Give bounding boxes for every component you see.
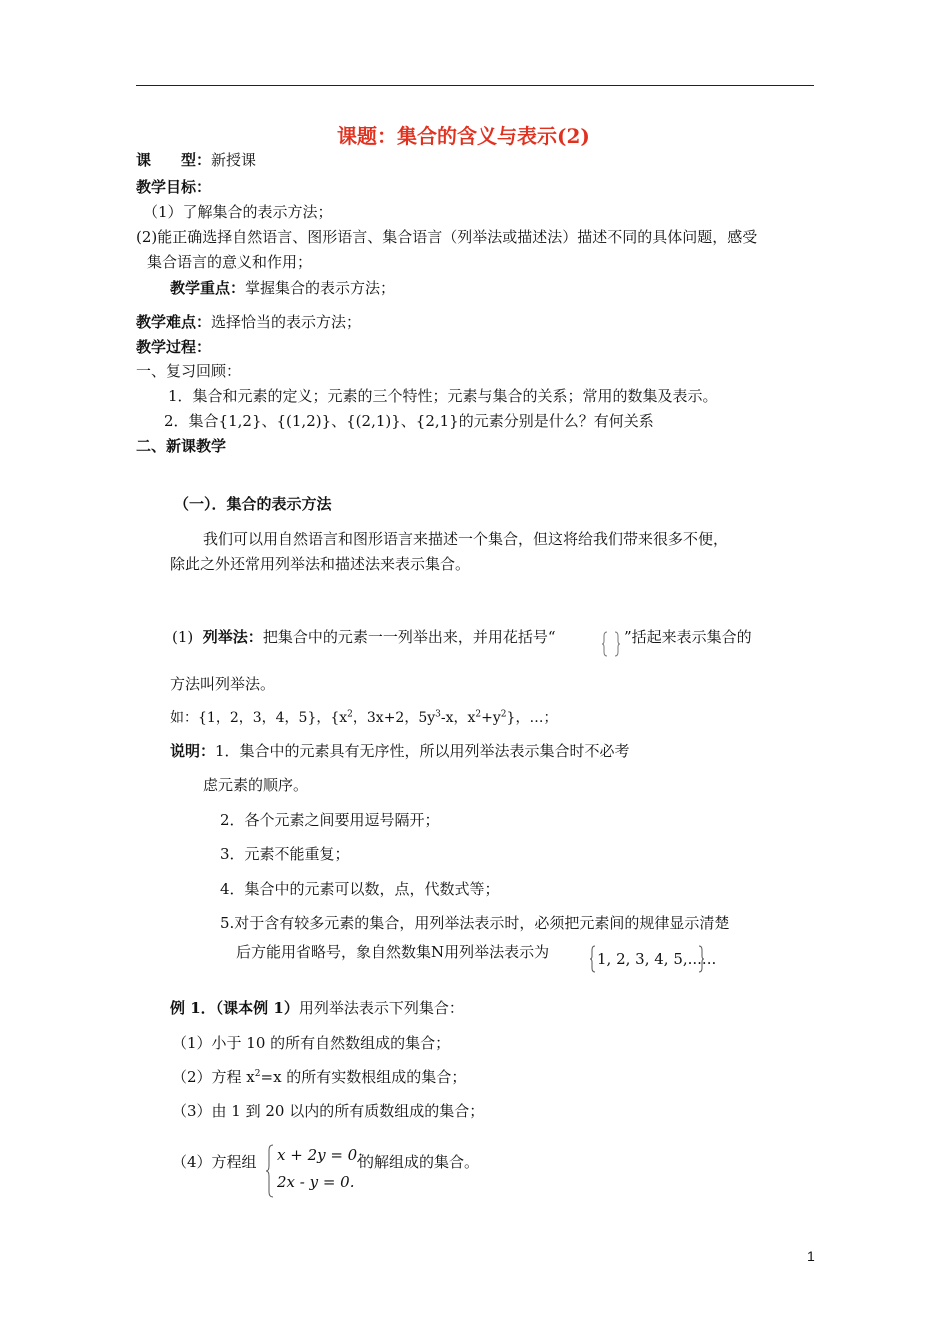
note-1: 1．集合中的元素具有无序性，所以用列举法表示集合时不必考 xyxy=(215,742,630,760)
header-rule xyxy=(136,85,814,86)
review-heading: 一、复习回顾： xyxy=(136,362,242,380)
example1-item-2-a: （2）方程 x xyxy=(172,1068,255,1086)
intro-line-1: 我们可以用自然语言和图形语言来描述一个集合，但这将给我们带来很多不便， xyxy=(203,530,729,548)
note-5-cont: 后方能用省略号，象自然数集N用列举法表示为 xyxy=(236,943,550,961)
example-sup-1: 2 xyxy=(347,709,353,720)
objective-2-line2: 集合语言的意义和作用； xyxy=(147,253,313,271)
difficulty-value: 选择恰当的表示方法； xyxy=(211,313,362,331)
new-lesson-heading: 二、新课教学 xyxy=(136,437,227,455)
example-part-3: -x，x xyxy=(440,710,476,726)
objective-1: （1）了解集合的表示方法； xyxy=(143,203,333,221)
example1-item-1: （1）小于 10 的所有自然数组成的集合； xyxy=(172,1034,451,1052)
note-1-cont: 虑元素的顺序。 xyxy=(203,776,309,794)
listing-method xyxy=(172,630,555,645)
listing-text-c: 方法叫列举法。 xyxy=(170,675,276,693)
objective-2-line1: (2)能正确选择自然语言、图形语言、集合语言（列举法或描述法）描述不同的具体问题，感受 xyxy=(136,228,758,246)
example-sup-3: 2 xyxy=(475,709,482,720)
example1-item-4-prefix: （4）方程组 xyxy=(172,1153,257,1171)
system-equation-1: x + 2y = 0; xyxy=(277,1146,363,1164)
example1-text: 用列举法表示下列集合： xyxy=(298,999,464,1017)
note-4: 4．集合中的元素可以数，点，代数式等； xyxy=(220,880,500,898)
system-brace-icon xyxy=(265,1144,275,1198)
listing-example xyxy=(170,711,557,725)
example-part-2: ，3x+2，5y xyxy=(352,710,436,726)
example1-item-3: （3）由 1 到 20 以内的所有质数组成的集合； xyxy=(172,1102,485,1120)
section1-heading: （一）．集合的表示方法 xyxy=(174,495,332,513)
objectives-label: 教学目标： xyxy=(136,178,212,196)
lesson-type-label: 课 型： xyxy=(136,151,212,169)
review-item-2: 2．集合{1,2}、{(1,2)}、{(2,1)}、{2,1}的元素分别是什么？有何关系 xyxy=(164,412,654,430)
listing-text-a: 把集合中的元素一一列举出来，并用花括号“ xyxy=(262,628,556,646)
listing-label: 列举法： xyxy=(202,628,263,646)
example-sup-2: 3 xyxy=(435,709,441,720)
example-part-4: +y xyxy=(481,710,501,726)
example1-label: 例 1．（课本例 1） xyxy=(170,999,299,1017)
difficulty xyxy=(136,315,361,330)
example-part-5: }，…； xyxy=(506,710,558,726)
difficulty-label: 教学难点： xyxy=(136,313,212,331)
example1-item-2-sup: 2 xyxy=(254,1069,261,1079)
note-3: 3．元素不能重复； xyxy=(220,845,350,863)
notes-line-1 xyxy=(170,744,630,759)
lesson-type xyxy=(136,153,256,168)
example1-heading xyxy=(170,1001,464,1016)
right-brace-icon xyxy=(697,945,705,973)
note-5: 5.对于含有较多元素的集合，用列举法表示时，必须把元素间的规律显示清楚 xyxy=(220,914,730,932)
example1-item-2 xyxy=(172,1070,466,1085)
example1-item-4-suffix: 的解组成的集合。 xyxy=(359,1153,480,1171)
example1-item-2-b: =x 的所有实数根组成的集合； xyxy=(260,1068,467,1086)
example-part-1: 如：{1，2，3，4，5}，{x xyxy=(170,710,348,726)
page-number: 1 xyxy=(807,1248,815,1264)
process-label: 教学过程： xyxy=(136,338,212,356)
lesson-type-value: 新授课 xyxy=(211,151,257,169)
intro-line-2: 除此之外还常用列举法和描述法来表示集合。 xyxy=(170,555,471,573)
listing-num: (1) xyxy=(172,628,194,646)
listing-text-b: ”括起来表示集合的 xyxy=(624,628,752,646)
note-2: 2．各个元素之间要用逗号隔开； xyxy=(220,811,440,829)
key-point-label: 教学重点： xyxy=(170,279,246,297)
key-point xyxy=(170,281,395,296)
system-equation-2: 2x - y = 0. xyxy=(277,1173,355,1191)
review-item-1: 1．集合和元素的定义；元素的三个特性；元素与集合的关系；常用的数集及表示。 xyxy=(168,387,718,405)
natural-set-elements: 1, 2, 3, 4, 5,...... xyxy=(597,950,717,968)
example-sup-4: 2 xyxy=(500,709,507,720)
page-title: 课题：集合的含义与表示(2) xyxy=(337,124,590,148)
notes-label: 说明： xyxy=(170,742,216,760)
left-brace-icon xyxy=(589,945,597,973)
key-point-value: 掌握集合的表示方法； xyxy=(245,279,396,297)
curly-braces-icon xyxy=(601,630,621,658)
